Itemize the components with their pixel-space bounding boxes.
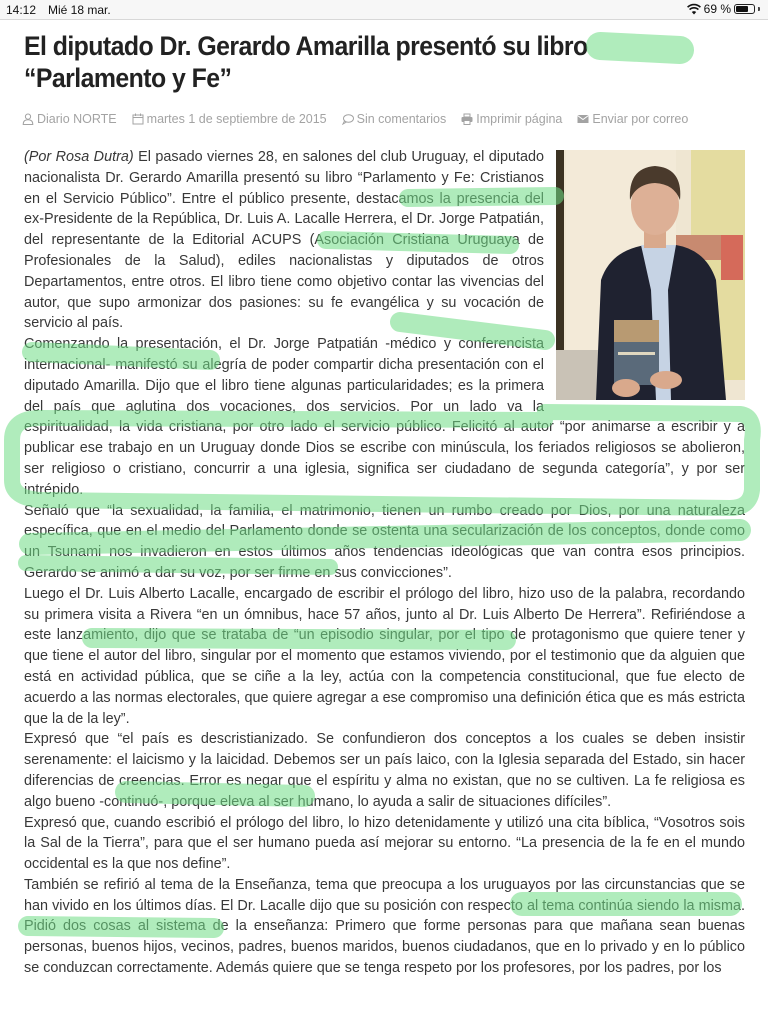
meta-comments-label: Sin comentarios [356,112,447,126]
paragraph-4: Luego el Dr. Luis Alberto Lacalle, encargado de escribir el prólogo del libro, hizo uso de la palabra, recordando su primera visita a Rivera “en un ómnibus, hace 57 años, junto al Dr. Luis Alberto De Herrera”. Refiriéndose a este lanzamiento, dijo que se trataba de “un episodio singular, por el tipo de protagonismo que quiere tener y que tiene el autor del libro, singular por el momento que estamos viviendo, por el testimonio que da alguien que está en actividad pública, que se ciñe a la ley, actúa con la competencia constitucional, que fue electo de acuerdo a las normas electorales, que quiere agregar a ese compromiso una definición ética que es más estricta que la de la ley”. [24,585,745,727]
wifi-icon [687,3,701,15]
battery-icon [734,4,755,14]
meta-email[interactable] [577,112,688,126]
paragraph-1-text: El pasado viernes 28, en salones del club Uruguay, el diputado nacionalista Dr. Gerardo Amarilla presentó su libro “Parlamento y Fe: Cristianos en el Servicio Público”. Entre el público presente, destacamos la presencia del ex-Presidente de la República, Dr. Luis A. Lacalle Herrera, el Dr. Jorge Patpatián, del representante de la Editorial ACUPS (Asociación Cristiana Uruguaya de Profesionales de la Salud), ediles nacionalistas y diputados de otros Departamentos, entre otros. El libro tiene como objetivo contar las vivencias del autor, que supo armonizar dos pasiones: su fe evangélica y su vocación de servicio al país. [24,149,544,332]
status-bar [0,0,768,20]
article-body [24,147,745,979]
meta-comments[interactable] [342,112,447,126]
byline: (Por Rosa Dutra) [24,149,134,165]
status-time: 14:12 [6,3,37,17]
paragraph-7: También se refirió al tema de la Enseñanza, tema que preocupa a los uruguayos por las circunstancias que se han vivido en los últimos días. El Dr. Lacalle dijo que su posición con respecto al tema continúa siendo la misma. Pidió dos cosas al sistema de la enseñanza: Primero que forme personas para que mañana sean buenas personas, buenos hijos, vecinos, padres, buenos maridos, buenos ciudadanos, que en lo privado y en lo público se conduzcan correctamente. Además quiere que se tenga respeto por los profesores, por los padres, por los [24,876,745,977]
calendar-icon [132,113,144,125]
user-icon [22,113,34,125]
paragraph-3: Señaló que “la sexualidad, la familia, el matrimonio, tienen un rumbo creado por Dios, por una naturaleza específica, que en el medio del Parlamento donde se ostenta una secularización de los conceptos, donde como un Tsunami nos invadieron en estos últimos años tendencias ideológicas que van contra esos principios. Gerardo se animó a dar su voz, por ser firme en sus convicciones”. [24,502,745,581]
status-date: Mié 18 mar. [48,3,111,17]
article-photo [556,150,745,400]
printer-icon [461,113,473,125]
highlight-stroke-title [600,46,680,50]
meta-print-label: Imprimir página [476,112,563,126]
meta-print[interactable] [461,112,562,126]
article-meta [22,112,688,126]
paragraph-2: Comenzando la presentación, el Dr. Jorge Patpatián -médico y conferencista internacional- manifestó su alegría de poder compartir dicha presentación con el diputado Amarilla. Dijo que el libro tiene algunas particularidades; es la primera del país que aglutina dos vocaciones, dos servicios. Por un lado va la espiritualidad, la vida cristiana, por otro lado el servicio público. Felicitó al autor “por animarse a escribir y a publicar ese trabajo en un Uruguay donde Dios se escribe con minúscula, los feriados religiosos se abolieron, ser religioso o cristiano, concurrir a una iglesia, significa ser ciudadano de segunda categoría”, y por ser intrépido. [24,336,745,498]
battery-tip [758,7,760,11]
meta-date [132,112,327,126]
meta-author-label: Diario NORTE [37,112,117,126]
photo-man-holding-book [556,150,745,400]
paragraph-6: Expresó que, cuando escribió el prólogo del libro, lo hizo detenidamente y utilizó una cita bíblica, “Vosotros sois la Sal de la Tierra”, para que el ser humano pueda así mejorar su entorno. “La presencia de la fe en el mundo occidental es la que nos define”. [24,814,745,873]
meta-author[interactable] [22,112,117,126]
article-title: El diputado Dr. Gerardo Amarilla presentó su libro “Parlamento y Fe” [24,31,588,93]
meta-date-label: martes 1 de septiembre de 2015 [146,112,327,126]
status-right [687,2,760,16]
battery-level-fill [736,6,748,12]
paragraph-5: Expresó que “el país es descristianizado. Se confundieron dos conceptos a los cuales se deben insistir serenamente: el laicismo y la laicidad. Debemos ser un país laico, con la Iglesia separada del Estado, sin hacer diferencias de creencias. Error es negar que el espíritu y alma no existan, que no se cultiven. La fe religiosa es algo bueno -continuó-, porque eleva al ser humano, lo ayuda a salir de situaciones difíciles”. [24,731,745,810]
meta-email-label: Enviar por correo [592,112,689,126]
comment-icon [342,113,354,125]
envelope-icon [577,113,589,125]
battery-percent: 69 % [703,2,731,16]
